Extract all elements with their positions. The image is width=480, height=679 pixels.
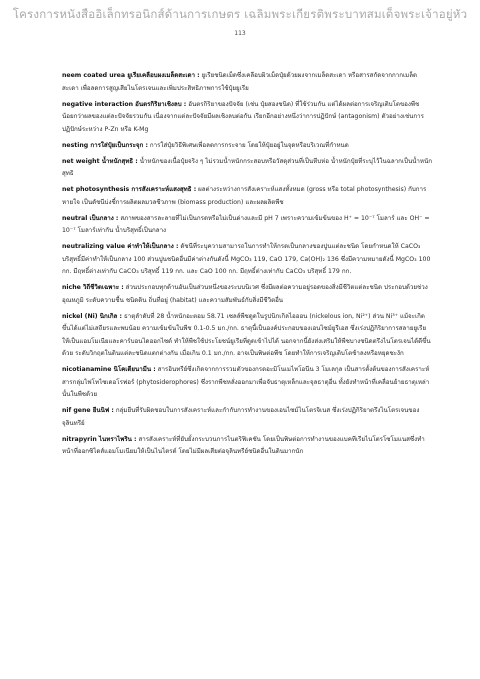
entry-term: nicotianamine นิโคเตียนามีน : <box>62 366 156 373</box>
entry-definition: ดัชนีที่ระบุความสามารถในการทำให้กรดเป็นกลางของปูนแต่ละชนิด โดยกำหนดให้ CaCO₃ บริสุทธิ์มีค่าทำให้เป็นกลาง 100 ส่วนปูนชนิดอื่นมีค่าต่างกันดังนี้ MgCO₃ 119, CaO 179, Ca(OH)₂ 136 ซึ่งมีความหมายดังนี้ MgCO₃ 100 กก. มีฤทธิ์ต่างเท่ากับ CaCO₃ บริสุทธิ์ 119 กก. และ CaO 100 กก. มีฤทธิ์ต่างเท่ากับ CaCO₃ บริสุทธิ์ 179 กก. <box>62 243 431 275</box>
glossary-entry <box>62 70 432 95</box>
glossary-entry <box>62 282 432 307</box>
entry-definition: ส่วนประกอบทุกด้านอันเป็นส่วนหนึ่งของระบบนิเวศ ซึ่งมีผลต่อความอยู่รอดของสิ่งมีชีวิตแต่ละชนิด ประกอบด้วยช่วงอุณหภูมิ ระดับความชื้น ชนิดดิน ถิ่นที่อยู่ (habitat) และความสัมพันธ์กับสิ่งมีชีวิตอื่น <box>62 284 428 304</box>
glossary-entry <box>62 364 432 402</box>
running-header: โครงการหนังสืออิเล็กทรอนิกส์ด้านการเกษตร เฉลิมพระเกียรติพระบาทสมเด็จพระเจ้าอยู่หัว <box>12 7 468 21</box>
entry-term: net photosynthesis การสังเคราะห์แสงสุทธิ : <box>62 186 197 193</box>
entry-definition: สภาพของสารละลายที่ไม่เป็นกรดหรือไม่เป็นด่างและมี pH 7 เพราะความเข้มข้นของ H⁺ = 10⁻⁷ โมลาร์ และ OH⁻ = 10⁻⁷ โมลาร์เท่ากัน น้ำบริสุทธิ์เป็นกลาง <box>62 214 430 234</box>
entry-definition: การใส่ปุ๋ยวิธีพิเศษเพื่อลดการกระจาย โดยให้ปุ๋ยอยู่ในจุดหรือบริเวณที่กำหนด <box>149 141 349 149</box>
page-number: 113 <box>234 30 246 37</box>
entry-term: niche วิถีชีวิตเฉพาะ : <box>62 284 124 291</box>
entry-definition: กลุ่มยีนที่รับผิดชอบในการสังเคราะห์และกำกับการทำงานของเอนไซม์ไนโตรจิเนส ซึ่งเร่งปฏิกิริยาตรึงไนโตรเจนของจุลินทรีย์ <box>62 407 420 427</box>
entry-definition: สารอินทรีย์ซึ่งเกิดจากการรวมตัวของกรดอะมิโนเมไทโอนีน 3 โมเลกุล เป็นสารตั้งต้นของการสังเคราะห์สารกลุ่มไฟโทไซเดอโรฟอร์ (phytosiderophores) ซึ่งรากพืชหลั่งออกมาเพื่อจับธาตุเหล็กและจุลธาตุอื่น ทั้งยังทำหน้าที่เคลื่อนย้ายธาตุเหล่านั้นในพืชด้วย <box>62 366 430 398</box>
entry-term: nif gene ยีนนิฟ : <box>62 407 114 414</box>
entry-term: nesting การใส่ปุ๋ยเป็นกระจุก : <box>62 141 148 149</box>
entry-definition: สารสังเคราะห์ที่ยับยั้งกระบวนการไนตริฟิเคชัน โดยเป็นพิษต่อการทำงานของแบคทีเรียไนโตรโซโมแนสซึ่งทำหน้าที่ออกซิไดส์แอมโมเนียมให้เป็นไนไตรต์ โดยไม่มีผลเสียต่อจุลินทรีย์ชนิดอื่นในดินมากนัก <box>62 435 425 455</box>
entry-definition: อันตรกิริยาของปัจจัย (เช่น ปุ๋ยสองชนิด) ที่ใช้ร่วมกัน แต่ได้ผลต่อการเจริญเติบโตของพืช น้อยกว่าผลของแต่ละปัจจัยรวมกัน เนื่องจากแต่ละปัจจัยมีผลเชิงลบต่อกัน เรียกอีกอย่างหนึ่งว่าการปฏิปักษ์ (antagonism) ตัวอย่างเช่นการปฏิปักษ์ระหว่าง P-Zn หรือ K-Mg <box>62 100 424 133</box>
glossary-entry <box>62 241 432 279</box>
glossary-entry <box>62 405 432 430</box>
glossary-entry <box>62 311 432 361</box>
entry-term: nitrapyrin ไนทราไพริน : <box>62 435 137 443</box>
glossary-entry <box>62 213 432 238</box>
glossary-entry <box>62 156 432 181</box>
glossary-entry <box>62 140 432 153</box>
entry-term: net weight น้ำหนักสุทธิ : <box>62 157 138 165</box>
entry-definition: ยูเรียชนิดเม็ดซึ่งเคลือบผิวเม็ดปุ๋ยด้วยผงจากเมล็ดสะเดา หรือสารสกัดจากกากเมล็ดสะเดา เพื่อลดการสูญเสียไนโตรเจนและเพิ่มประสิทธิภาพการใช้ปุ๋ยยูเรีย <box>62 72 418 92</box>
entry-definition: ผลต่างระหว่างการสังเคราะห์แสงทั้งหมด (gross หรือ total photosynthesis) กับการหายใจ เป็นดัชนีบ่งชี้การผลิตผลมวลชีวภาพ (biomass production) และผลผลิตพืช <box>62 186 427 206</box>
entry-definition: น้ำหนักของเนื้อปุ๋ยจริง ๆ ไม่รวมน้ำหนักกระสอบหรือวัสดุส่วนที่เป็นหีบห่อ น้ำหนักปุ๋ยที่ระบุไว้ในฉลากเป็นน้ำหนักสุทธิ <box>62 157 432 177</box>
entry-term: negative interaction อันตรกิริยาเชิงลบ : <box>62 100 187 108</box>
entry-term: neem coated urea ยูเรียเคลือบผงเมล็ดสะเดา : <box>62 72 200 79</box>
glossary-entry <box>62 434 432 459</box>
entry-term: neutralizing value ค่าทำให้เป็นกลาง : <box>62 243 179 250</box>
glossary-entry <box>62 99 432 137</box>
glossary-entry <box>62 184 432 209</box>
glossary-entries <box>62 70 432 462</box>
entry-term: neutral เป็นกลาง : <box>62 214 119 222</box>
entry-term: nickel (Ni) นิกเกิล : <box>62 312 122 320</box>
entry-definition: ธาตุลำดับที่ 28 น้ำหนักอะตอม 58.71 เซลล์พืชดูดในรูปนิกเกิลไอออน (nickelous ion, Ni²⁺) ส่วน Ni³⁺ แม้จะเกิดขึ้นได้แต่ไม่เสถียรและพบน้อย ความเข้มข้นในพืช 0.1-0.5 มก./กก. ธาตุนี้เป็นองค์ประกอบของเอนไซม์ยูรีเอส ซึ่งเร่งปฏิกิริยาการสลายยูเรียให้เป็นแอมโมเนียและคาร์บอนไดออกไซด์ ทำให้พืชใช้ประโยชน์ยูเรียที่ดูดเข้าไปได้ นอกจากนี้ยังส่งเสริมให้พืชบางชนิดตรึงไนโตรเจนได้ดีขึ้นด้วย ระดับวิกฤตในดินแต่ละชนิดแตกต่างกัน เมื่อเกิน 0.1 มก./กก. อาจเป็นพิษต่อพืช โดยทำให้การเจริญเติบโตช้าลงหรือหยุดชะงัก <box>62 312 431 357</box>
